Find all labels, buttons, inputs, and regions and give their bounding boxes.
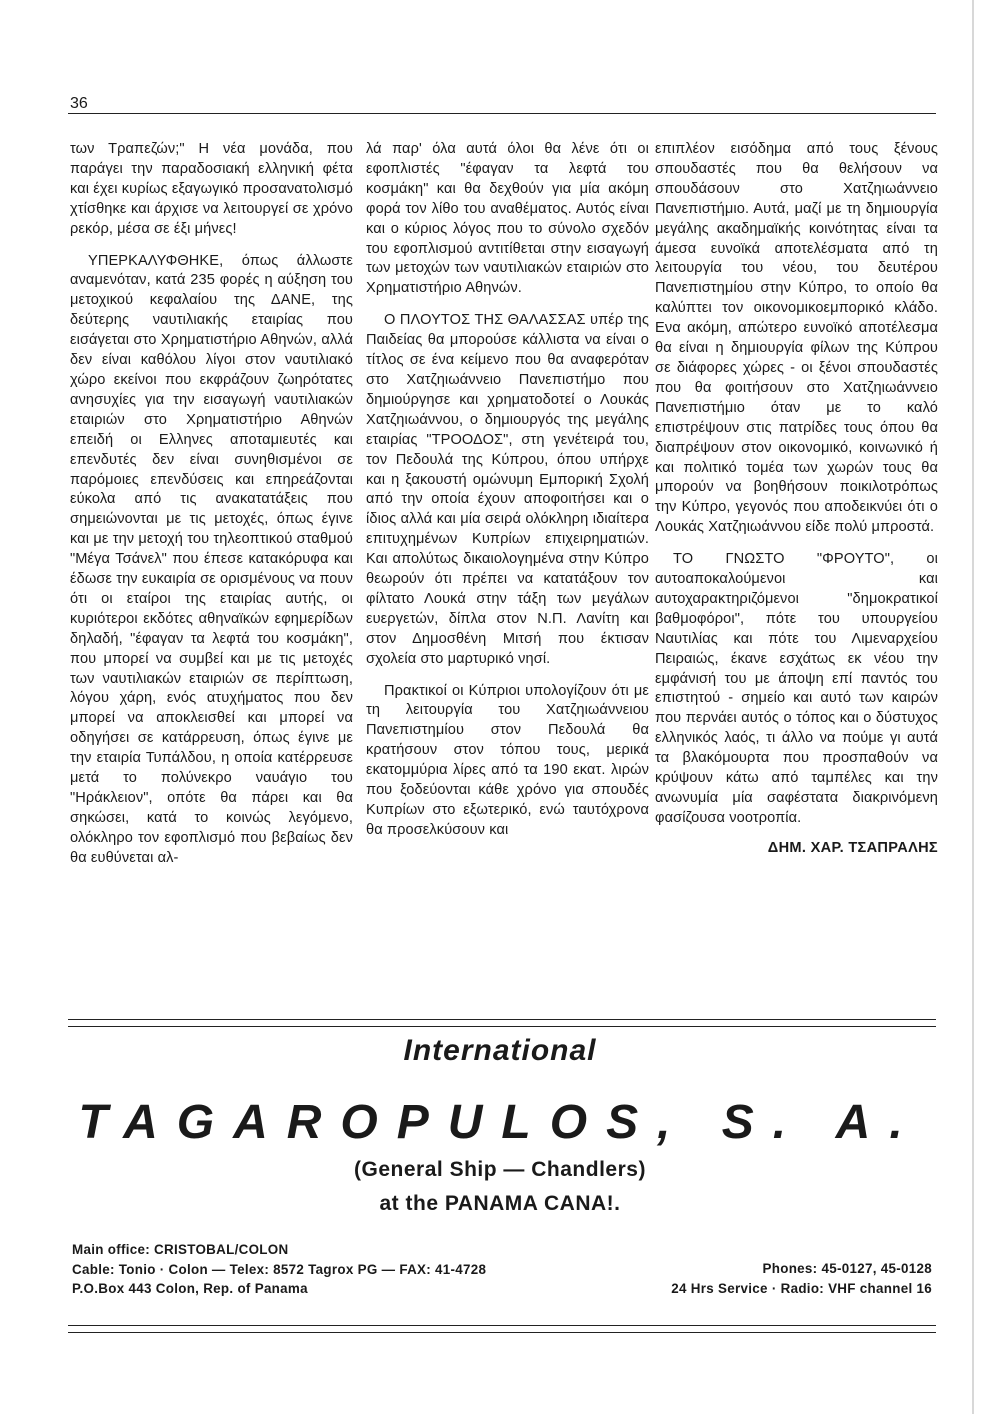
header-rule	[68, 113, 936, 114]
paragraph: των Τραπεζών;" Η νέα μονάδα, που παράγει την παραδοσιακή ελληνική φέτα και έχει κυρίως εξαγωγικό προσανατολισμό χτίσθηκε και άρχισε να λειτουργεί σε χρόνο ρεκόρ, μέσα σε έξι μήνες!	[70, 141, 353, 237]
article-column-3	[655, 140, 938, 859]
ad-contact-left	[72, 1240, 486, 1299]
paragraph: λά παρ' όλα αυτά όλοι θα λένε ότι οι εφοπλιστές "έφαγαν τα λεφτά του κοσμάκη" και θα δεχθούν για μία ακόμη φορά τον λίθο του αναθέματος. Αυτός είναι και ο κύριος λόγος που το σύνολο σχεδόν του εφοπλισμού αντιτίθεται στην εισαγωγή των μετοχών των ναυτιλιακών εταιριών στο Χρηματιστήριο Αθηνών.	[366, 141, 649, 297]
author-signature: ΔΗΜ. ΧΑΡ. ΤΣΑΠΡΑΛΗΣ	[767, 839, 938, 856]
ad-international-heading: International	[403, 1034, 597, 1067]
ad-location: at the PANAMA CANA!.	[379, 1192, 621, 1215]
paragraph: Ο ΠΛΟΥΤΟΣ ΤΗΣ ΘΑΛΑΣΣΑΣ υπέρ της Παιδείας θα μπορούσε κάλλιστα να είναι ο τίτλος σε ένα κείμενο που θα αναφερόταν στο Χατζηιωάννειο Πανεπιστήμο που δημιούργησε και χρηματοδοτεί ο Λουκάς Χατζηιωάννου, ο δημιουργός της μεγάλης εταιρίας "ΤΡΟΟΔΟΣ", στη γενέτειρά του, τον Πεδουλά της Κύπρου, όπου υπήρχε και η ξακουστή ομώνυμη Εμπορική Σχολή από την οποία έχουν αποφοιτήσει και ο ίδιος αλλά και μία σειρά ολόκληρη ιδιαίτερα επιτυχημένων Κυπρίων επιχειρηματιών. Και απολύτως δικαιολογημένα στην Κύπρο θεωρούν ότι πρέπει να κατατάξουν τον φίλτατο Λουκά στην τάξη των μεγάλων ευεργετών, δίπλα στον Ν.Π. Λανίτη και στον Δημοσθένη Μιτσή που έκτισαν σχολεία στο μαρτυρικό νησί.	[366, 312, 649, 667]
ad-top-rule	[68, 1019, 936, 1027]
ad-bottom-rule	[68, 1325, 936, 1333]
ad-main-office: Main office: CRISTOBAL/COLON	[72, 1242, 289, 1257]
article-column-2	[366, 140, 649, 841]
ad-contact-right	[671, 1259, 932, 1298]
paragraph: Πρακτικοί οι Κύπριοι υπολογίζουν ότι με τη λειτουργία του Χατζηιωάννειου Πανεπιστημίου στον Πεδουλά θα κρατήσουν στον τόπου τους, μερικά εκατομμύρια λίρες από τα 190 εκατ. λιρών που ξοδεύονται κάθε χρόνο για σπουδές Κυπρίων στο εξωτερικό, ενώ ταυτόχρονα θα προσελκύσουν και	[366, 682, 649, 838]
article-column-1	[70, 140, 353, 869]
ad-cable-telex-fax: Cable: Tonio · Colon — Telex: 8572 Tagrox PG — FAX: 41-4728	[72, 1261, 487, 1277]
ad-po-box: P.O.Box 443 Colon, Rep. of Panama	[72, 1281, 308, 1296]
paragraph: ΤΟ ΓΝΩΣΤΟ "ΦΡΟΥΤΟ", οι αυτοαποκαλούμενοι και αυτοχαρακτηριζόμενοι "δημοκρατικοί βαθμοφόροι", πότε του υπουργείου Ναυτιλίας και πότε του Λιμεναρχείου Πειραιώς, έκανε εσχάτως εκ νέου την εμφάνισή του με άποψη επί παντός του επιστητού - σημείο και αυτό των καιρών που περνάει αυτός ο τόπος και ο δύστυχος ελληνικός λαός, τι άλλο να πούμε γι αυτά τα βλακόμουρτα που προσπαθούν να κρύψουν κάτω από ταμπέλες και την ανωνυμία μία σαφέστατα διακρινόμενη φασίζουσα νοοτροπία.	[655, 551, 938, 826]
ad-service: 24 Hrs Service · Radio: VHF channel 16	[671, 1280, 932, 1296]
paragraph: ΥΠΕΡΚΑΛΥΦΘΗΚΕ, όπως άλλωστε αναμενόταν, κατά 235 φορές η αύξηση του μετοχικού κεφαλαίου της ΔΑΝΕ, της δεύτερης ναυτιλιακής εταιρίας που εισάγεται στο Χρηματιστήριο Αθηνών, αλλά δεν είναι καθόλου λίγοι στον ναυτιλιακό χώρο εκείνοι που εκφράζουν ζωηρότατες ανησυχίες για την εισαγωγή ναυτιλιακών εταιριών στο Χρηματιστήριο Αθηνών επειδή οι Ελληνες αποταμιευτές και επενδυτές δεν είναι συνηθισμένοι σε παρόμοιες επενδύσεις και επηρεάζονται εύκολα από τις ανακατατάξεις που σημειώνονται με τις μετοχές, όπως έγινε και με την μετοχή του τηλεοπτικού σταθμού "Μέγα Τσάνελ" που έπεσε κατακόρυφα και έδωσε την ευκαιρία σε ορισμένους να πουν ότι οι εταίροι της εταιρίας αυτής, οι κυριότεροι εκδότες αθηναϊκών εφημερίδων δηλαδή, "έφαγαν τα λεφτά του κοσμάκη", που μπορεί να συμβεί και με τις μετοχές των ναυτιλιακών εταιριών σε περίπτωση, λόγου χάρη, ενός ατυχήματος που δεν μπορεί να αποκλεισθεί και μπορεί να οδηγήσει σε κατάρρευση, όπως έγινε με την εταιρία Τυπάλδου, η οποία κατέρρευσε μετά το πολύνεκρο ναυάγιο του "Ηράκλειον", οπότε θα πάρει και θα σηκώσει, κατά το κοινώς λεγόμενο, ολόκληρο τον εφοπλισμό που βεβαίως δεν θα ευθύνεται αλ-	[70, 252, 353, 866]
paragraph: επιπλέον εισόδημα από τους ξένους σπουδαστές που θα θελήσουν να σπουδάσουν στο Χατζηιωάννειο Πανεπιστήμιο. Αυτά, μαζί με τη δημιουργία μεγάλης ακαδημαϊκής κοινότητας είναι τα άμεσα ευνοϊκά αποτελέσματα από τη λειτουργία του νέου, του δευτέρου Πανεπιστημίου στην Κύπρο, το οποίο θα καλύπτει τον οικονομικοεμπορικό κλάδο. Ενα ακόμη, απώτερο ευνοϊκό αποτέλεσμα θα είναι η δημιουργία φίλων της Κύπρου σε διάφορες χώρες - οι ξένοι σπουδαστές που θα φοιτήσουν στο Χατζηιωάννειο Πανεπιστήμιο όταν με το καλό επιστρέψουν στις πατρίδες τους όπου θα διαπρέψουν στον οικονομικό, κοινωνικό ή και πολιτικό τομέα των χωρών τους θα μπορούν να βοηθήσουν ποικιλοτρόπως την Κύπρο, γεγονός που αποδεικνύει ότι ο Λουκάς Χατζηιωάννου είδε πολύ μπροστά.	[655, 141, 938, 536]
page-number: 36	[70, 95, 88, 112]
ad-phones: Phones: 45-0127, 45-0128	[762, 1261, 932, 1276]
ad-tagline: (General Ship — Chandlers)	[354, 1158, 646, 1181]
ad-company-name: TAGAROPULOS, S. A.	[78, 1096, 922, 1149]
